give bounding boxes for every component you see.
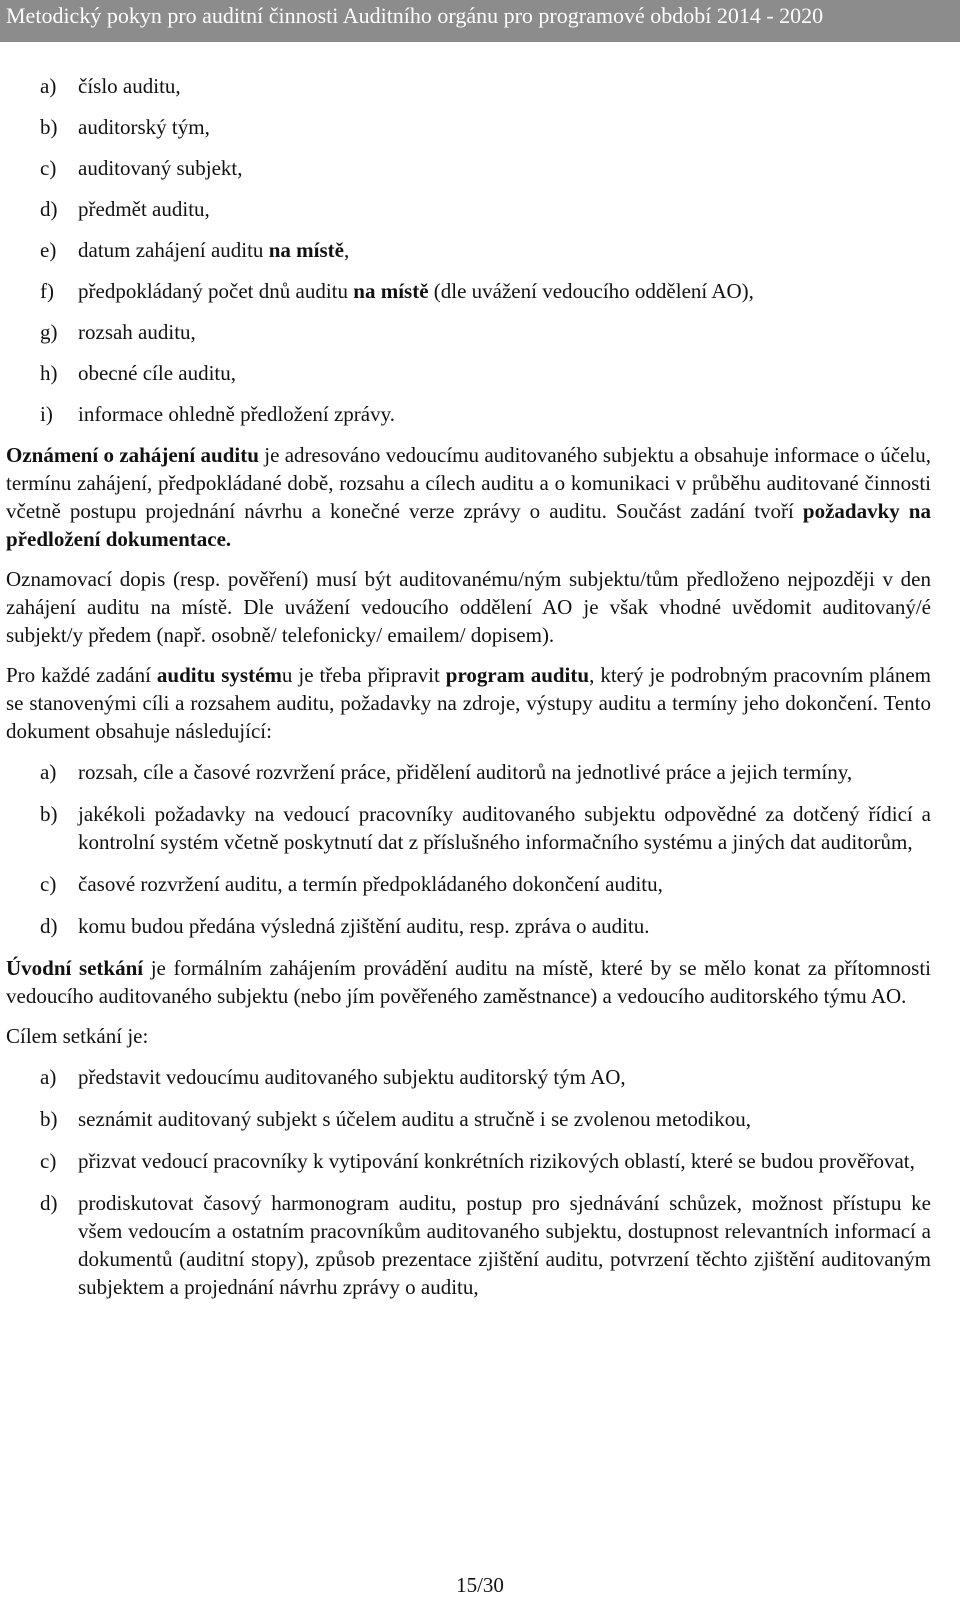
bold-text: auditu systém	[156, 663, 282, 687]
list-item	[6, 72, 931, 100]
document-header	[0, 0, 960, 42]
page-number: 15/30	[456, 1573, 504, 1597]
notice-paragraph	[6, 441, 931, 553]
list-item	[6, 318, 931, 346]
list-item	[6, 195, 931, 223]
list-item	[6, 800, 931, 856]
list-marker: d)	[40, 197, 58, 221]
text-run: Cílem setkání je:	[6, 1024, 149, 1048]
opening-meeting-paragraph	[6, 954, 931, 1010]
list-item	[6, 113, 931, 141]
audit-notice-contents-list	[6, 72, 931, 428]
meeting-goals-list	[6, 1063, 931, 1301]
text-run: auditorský tým,	[78, 115, 210, 139]
document-body	[6, 72, 931, 1315]
text-run: ,	[343, 238, 350, 262]
text-run: obecné cíle auditu,	[78, 361, 237, 385]
text-run: číslo auditu,	[78, 74, 181, 98]
text-run: informace ohledně předložení zprávy.	[78, 402, 395, 426]
text-run: jakékoli požadavky na vedoucí pracovníky auditovaného subjektu odpovědné za dotčený řídicí a kontrolní systém včetně poskytnutí dat z příslušného informačního systému a jiných dat auditorům,	[78, 802, 931, 854]
text-run: rozsah, cíle a časové rozvržení práce, přidělení auditorů na jednotlivé práce a jejich termíny,	[78, 760, 853, 784]
list-marker: b)	[40, 1107, 58, 1131]
text-run: rozsah auditu,	[78, 320, 196, 344]
text-run: Pro každé zadání	[6, 663, 157, 687]
list-marker: a)	[40, 760, 57, 784]
list-marker: c)	[40, 872, 57, 896]
list-marker: c)	[40, 156, 57, 180]
list-marker: i)	[40, 402, 53, 426]
text-run: přizvat vedoucí pracovníky k vytipování konkrétních rizikových oblastí, které se budou prověřovat,	[78, 1149, 915, 1173]
list-marker: e)	[40, 238, 57, 262]
list-item	[6, 912, 931, 940]
list-item	[6, 758, 931, 786]
bold-text: Úvodní setkání	[6, 956, 144, 980]
list-marker: b)	[40, 115, 58, 139]
meeting-goal-intro	[6, 1022, 931, 1050]
text-run: předpokládaný počet dnů auditu	[78, 279, 354, 303]
text-run: časové rozvržení auditu, a termín předpokládaného dokončení auditu,	[78, 872, 663, 896]
list-marker: d)	[40, 1191, 58, 1215]
text-run: je adresováno vedoucímu auditovaného subjektu a obsahuje informace o účelu, termínu zahájení, předpokládané době, rozsahu a cílech auditu a o komunikaci v průběhu auditované činnosti včetně postupu projednání návrhu a konečné verze zprávy o auditu. Součást zadání tvoří	[6, 443, 932, 523]
text-run: (dle uvážení vedoucího oddělení AO),	[428, 279, 754, 303]
text-run: seznámit auditovaný subjekt s účelem auditu a stručně i se zvolenou metodikou,	[78, 1107, 751, 1131]
text-run: auditovaný subjekt,	[78, 156, 243, 180]
text-run: komu budou předána výsledná zjištění auditu, resp. zpráva o auditu.	[78, 914, 650, 938]
list-item	[6, 1147, 931, 1175]
list-marker: a)	[40, 74, 57, 98]
list-marker: c)	[40, 1149, 57, 1173]
list-item	[6, 400, 931, 428]
list-item	[6, 277, 931, 305]
list-item	[6, 359, 931, 387]
list-marker: a)	[40, 1065, 57, 1089]
text-run: u je třeba připravit	[281, 663, 446, 687]
text-run: , který je podrobným pracovním plánem se stanovenými cíli a rozsahem auditu, požadavky na zdroje, výstupy auditu a termíny jeho dokončení. Tento dokument obsahuje následující:	[6, 663, 931, 743]
audit-program-paragraph	[6, 661, 931, 745]
list-item	[6, 870, 931, 898]
bold-text: Oznámení o zahájení auditu	[6, 443, 259, 467]
text-run: Oznamovací dopis (resp. pověření) musí být auditovanému/ným subjektu/tům předloženo nejpozději v den zahájení auditu na místě. Dle uvážení vedoucího oddělení AO je však vhodné uvědomit auditovaný/é subjekt/y předem (např. osobně/ telefonicky/ emailem/ dopisem).	[6, 567, 931, 647]
list-item	[6, 154, 931, 182]
text-run: předmět auditu,	[78, 197, 210, 221]
list-marker: f)	[40, 279, 54, 303]
list-marker: g)	[40, 320, 58, 344]
text-run: představit vedoucímu auditovaného subjektu auditorský tým AO,	[78, 1065, 626, 1089]
text-run: je formálním zahájením provádění auditu na místě, které by se mělo konat za přítomnosti vedoucího auditovaného subjektu (nebo jím pověřeného zaměstnance) a vedoucího auditorského týmu AO.	[6, 956, 931, 1008]
notification-letter-paragraph	[6, 565, 931, 649]
list-marker: b)	[40, 802, 58, 826]
bold-text: na místě	[353, 279, 429, 303]
audit-program-contents-list	[6, 758, 931, 940]
list-item	[6, 236, 931, 264]
list-item	[6, 1063, 931, 1091]
list-item	[6, 1105, 931, 1133]
bold-text: program auditu	[445, 663, 590, 687]
list-marker: d)	[40, 914, 58, 938]
bold-text: požadavky na předložení dokumentace.	[6, 499, 931, 551]
list-marker: h)	[40, 361, 58, 385]
header-title: Metodický pokyn pro auditní činnosti Auditního orgánu pro programové období 2014 - 2020	[6, 3, 824, 28]
bold-text: na místě	[268, 238, 344, 262]
list-item	[6, 1189, 931, 1301]
text-run: datum zahájení auditu	[78, 238, 269, 262]
text-run: prodiskutovat časový harmonogram auditu, postup pro sjednávání schůzek, možnost přístupu ke všem vedoucím a ostatním pracovníkům auditovaného subjektu, dostupnost relevantních informací a dokumentů (auditní stopy), způsob prezentace zjištění auditu, potvrzení těchto zjištění auditovaným subjektem a projednání návrhu zprávy o auditu,	[78, 1191, 931, 1299]
